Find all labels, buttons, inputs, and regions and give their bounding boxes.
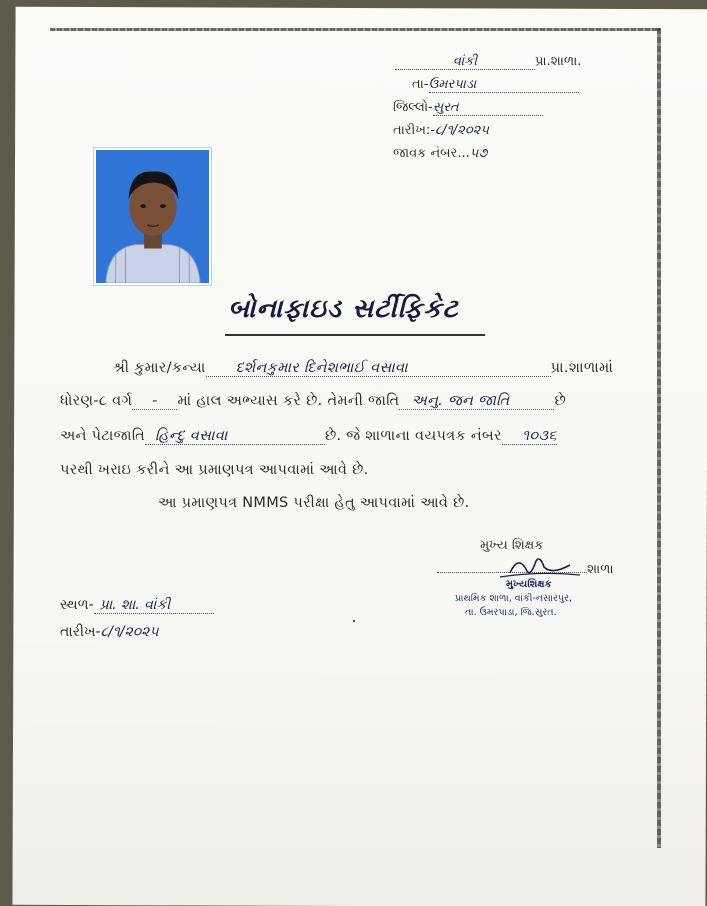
principal-label: મુખ્ય શિક્ષક <box>480 538 544 553</box>
taluka-line <box>412 77 579 93</box>
school-suffix: પ્રા.શાળા. <box>535 54 582 69</box>
body-line-3 <box>60 428 557 445</box>
division-value: - <box>152 393 158 409</box>
body-line-5: આ પ્રમાણપત્ર NMMS પરીક્ષા હેતુ આપવામાં આવે છે. <box>158 495 470 511</box>
place-label: સ્થળ- <box>60 597 94 613</box>
subcaste-value: હિન્દુ વસાવા <box>155 428 228 444</box>
footer-date-value: ૮/૧/૨૦૨૫ <box>100 624 159 640</box>
stamp-line-1: પ્રાથમિક શાળા, વાંકી-નસારપુર, <box>455 593 572 604</box>
outward-value: ૫૭ <box>469 146 488 161</box>
outward-label: જાવક નંબર... <box>393 146 470 161</box>
register-number: ૧૦૩૬ <box>521 428 557 444</box>
paper-speck <box>353 620 355 622</box>
top-border <box>50 28 660 31</box>
signature-school-suffix: શાળા <box>587 562 614 577</box>
body-line-1 <box>113 360 613 377</box>
footer-date-label: તારીખ- <box>60 624 101 640</box>
subcaste-label: અને પેટાજાતિ <box>60 428 146 444</box>
footer-date-line <box>60 624 159 640</box>
school-label: પ્રા.શાળામાં <box>550 360 614 376</box>
certificate-title: બોનાફાઇડ સર્ટીફિકેટ <box>228 294 459 324</box>
place-value: પ્રા. શા. વાંકી <box>99 597 171 613</box>
che-label: છે <box>554 393 566 409</box>
caste-label: માં હાલ અભ્યાસ કરે છે. તેમની જાતિ <box>177 393 400 409</box>
register-label: છે. જે શાળાના વયપત્રક નંબર <box>325 428 502 444</box>
right-border <box>657 28 661 848</box>
place-line <box>60 597 214 614</box>
certificate-paper <box>12 7 707 906</box>
date-label: તારીખ:- <box>393 123 435 138</box>
outward-line <box>393 146 487 161</box>
taluka-label: તા- <box>412 77 429 92</box>
body-line-2 <box>60 393 566 410</box>
stamp-line-2: તા. ઉમરપાડા, જિ.સુરત. <box>465 607 557 618</box>
caste-value: અનુ. જન જાતિ <box>411 393 510 409</box>
date-value: ૮/૧/૨૦૨૫ <box>435 123 489 138</box>
student-name: દર્શનકુમાર દિનેશભાઈ વસાવા <box>235 360 408 376</box>
stamp-title: મુખ્યશિક્ષક <box>506 579 552 590</box>
school-name: વાંકી <box>452 54 478 69</box>
district-label: જિલ્લો- <box>393 100 433 115</box>
official-stamp <box>455 565 590 618</box>
district-value: સુરત <box>432 100 459 115</box>
date-line <box>393 123 489 138</box>
district-line <box>393 100 543 116</box>
body-line-4: પરથી ખરાઇ કરીને આ પ્રમાણપત્ર આપવામાં આવે છે. <box>60 462 369 478</box>
title-underline <box>225 334 485 336</box>
taluka-value: ઉમરપાડા <box>428 77 477 92</box>
school-line <box>395 54 581 70</box>
standard-label: ધોરણ-૮ વર્ગ <box>60 393 133 409</box>
student-photo <box>93 147 212 286</box>
kumar-kanya-label: શ્રી કુમાર/કન્યા <box>113 360 206 376</box>
